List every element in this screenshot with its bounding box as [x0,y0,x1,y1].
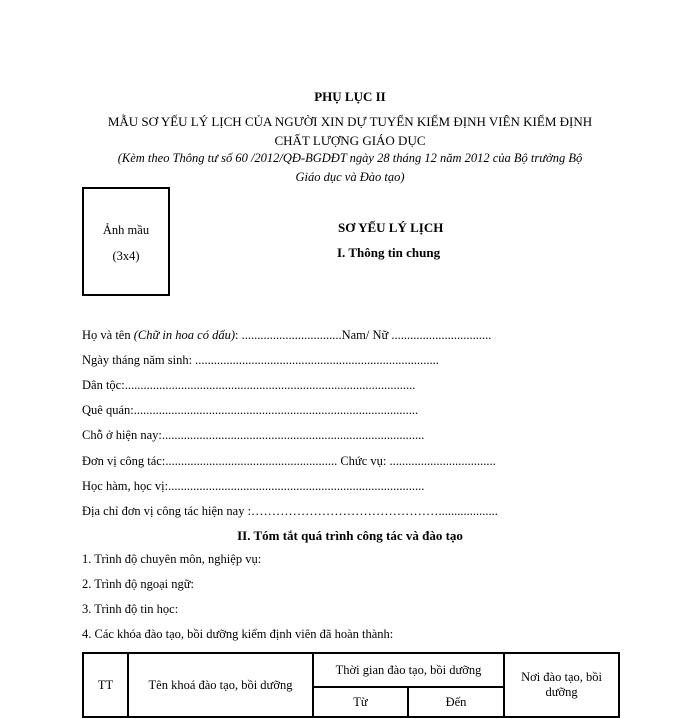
col-header-time: Thời gian đào tạo, bồi dưỡng [313,653,504,687]
field-hometown: Quê quán:........................................................................................... [82,403,419,417]
field-full-name [82,328,491,343]
appendix-label: PHỤ LỤC II [314,89,386,104]
cv-title: SƠ YẾU LÝ LỊCH [338,220,444,235]
form-title-line-1: MẪU SƠ YẾU LÝ LỊCH CỦA NGƯỜI XIN DỰ TUYỂN KIỂM ĐỊNH VIÊN KIỂM ĐỊNH [107,114,593,129]
item-professional-level: 1. Trình độ chuyên môn, nghiệp vụ: [82,552,262,566]
field-workplace: Đơn vị công tác:....................................................... Chức vụ: .................................. [82,454,496,468]
section-1-title: I. Thông tin chung [337,245,441,260]
field-academic-title: Học hàm, học vị:.................................................................................. [82,479,425,493]
photo-placeholder [82,187,170,296]
name-hint: (Chữ in hoa có dấu) [133,328,235,342]
name-label: Họ và tên [82,328,134,342]
field-date-of-birth: Ngày tháng năm sinh: .............................................................................. [82,353,439,367]
field-work-address: Địa chỉ đơn vị công tác hiện nay :………………………………………................... [82,504,498,518]
attachment-note-line-2: Giáo dục và Đào tạo) [295,170,405,184]
item-it-level: 3. Trình độ tin học: [82,602,179,616]
col-header-course: Tên khoá đào tạo, bồi dưỡng [128,653,313,717]
form-title-line-2: CHẤT LƯỢNG GIÁO DỤC [274,133,426,148]
section-2-title: II. Tóm tắt quá trình công tác và đào tạo [237,528,463,543]
training-table [82,652,620,718]
photo-label: Ảnh mầu [102,223,150,237]
col-header-place: Nơi đào tạo, bồi dưỡng [504,653,619,717]
item-foreign-language: 2. Trình độ ngoại ngữ: [82,577,194,591]
name-rest: : ................................Nam/ Nữ ................................ [235,328,492,342]
attachment-note-line-1: (Kèm theo Thông tư số 60 /2012/QĐ-BGDĐT ngày 28 tháng 12 năm 2012 của Bộ trưởng Bộ [117,151,583,165]
field-residence: Chỗ ở hiện nay:.................................................................................... [82,428,425,442]
item-training-courses: 4. Các khóa đào tạo, bồi dưỡng kiểm định viên đã hoàn thành: [82,627,394,641]
col-header-from: Từ [313,687,408,717]
col-header-to: Đến [408,687,504,717]
field-ethnicity: Dân tộc:............................................................................................. [82,378,416,392]
col-header-tt: TT [83,653,128,717]
photo-size: (3x4) [112,249,140,263]
